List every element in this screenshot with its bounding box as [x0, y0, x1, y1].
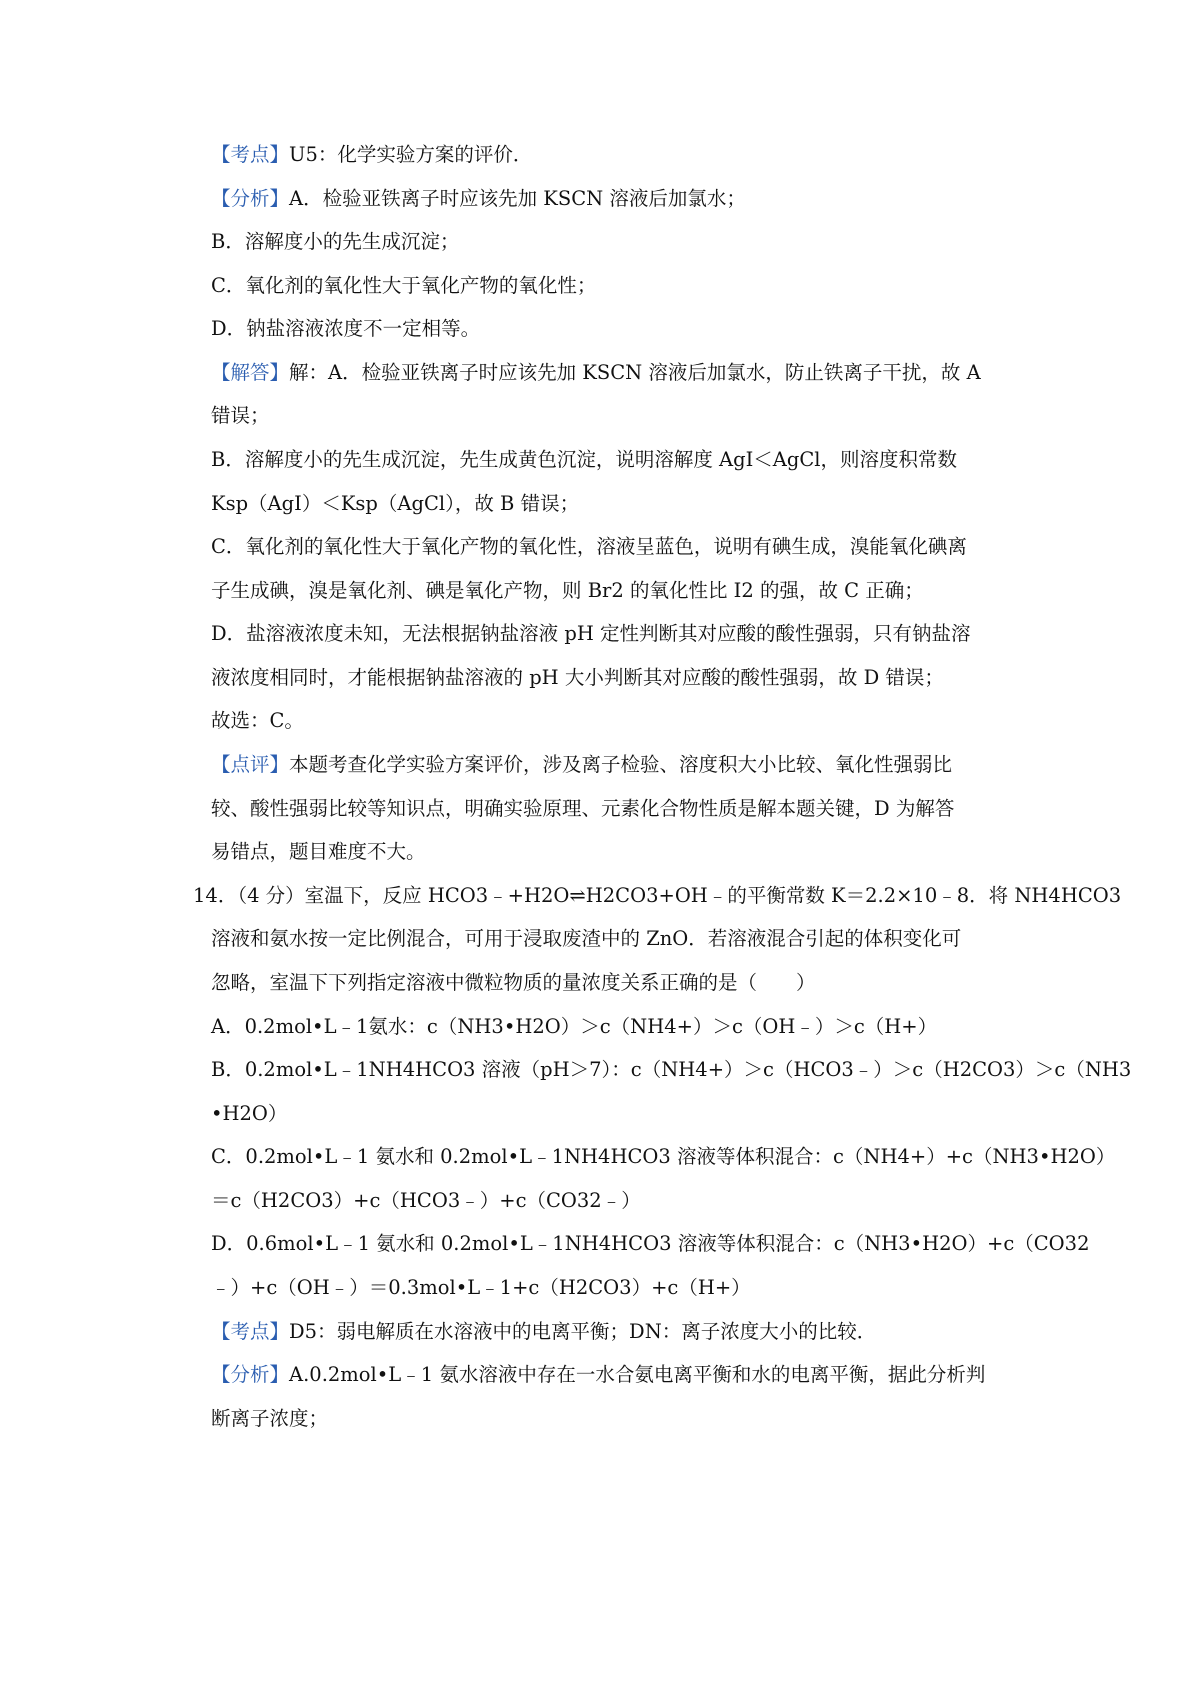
- section-tag: 【考点】: [211, 1320, 290, 1343]
- section-tag: 【分析】: [211, 187, 290, 210]
- line-text: •H2O）: [211, 1102, 288, 1125]
- text-line: [211, 527, 967, 567]
- text-line: [211, 440, 957, 480]
- option-line: [211, 1137, 1115, 1177]
- line-text: D．钠盐溶液浓度不一定相等。: [211, 317, 481, 340]
- section-tag: 【分析】: [211, 1363, 290, 1386]
- text-line: [211, 396, 270, 436]
- line-text: 错误；: [211, 404, 270, 427]
- line-text: Ksp（AgI）＜Ksp（AgCl），故 B 错误；: [211, 492, 580, 515]
- text-line: [211, 179, 746, 219]
- option-line: [211, 1224, 1089, 1264]
- line-text: B．溶解度小的先生成沉淀，先生成黄色沉淀，说明溶解度 AgI＜AgCl，则溶度积常数: [211, 448, 958, 471]
- line-text: C．氧化剂的氧化性大于氧化产物的氧化性；: [211, 274, 597, 297]
- line-text: ＝c（H2CO3）+c（HCO3﹣）+c（CO32﹣）: [211, 1189, 641, 1212]
- option-line: [211, 1094, 287, 1134]
- text-line: [211, 658, 944, 698]
- line-text: A．检验亚铁离子时应该先加 KSCN 溶液后加氯水；: [289, 187, 746, 210]
- line-text: 子生成碘，溴是氧化剂、碘是氧化产物，则 Br2 的氧化性比 I2 的强，故 C 正确；: [211, 579, 924, 602]
- text-line: [211, 309, 480, 349]
- text-line: [211, 745, 952, 785]
- line-text: 本题考查化学实验方案评价，涉及离子检验、溶度积大小比较、氧化性强弱比: [289, 753, 953, 776]
- text-line: [211, 701, 304, 741]
- section-tag: 【点评】: [211, 753, 290, 776]
- section-tag: 【考点】: [211, 143, 290, 166]
- line-text: 故选：C。: [211, 709, 304, 732]
- line-text: C．氧化剂的氧化性大于氧化产物的氧化性，溶液呈蓝色，说明有碘生成，溴能氧化碘离: [211, 535, 967, 558]
- line-text: U5：化学实验方案的评价．: [289, 143, 533, 166]
- text-line: [211, 614, 971, 654]
- text-line: [211, 789, 954, 829]
- section-tag: 【解答】: [211, 361, 290, 384]
- text-line: [211, 571, 924, 611]
- line-text: A．0.2mol•L﹣1氨水：c（NH3•H2O）＞c（NH4+）＞c（OH﹣）＞c（H+）: [211, 1015, 938, 1038]
- text-line: [211, 1399, 328, 1439]
- line-text: D．盐溶液浓度未知，无法根据钠盐溶液 pH 定性判断其对应酸的酸性强弱，只有钠盐溶: [211, 622, 971, 645]
- line-text: 忽略，室温下下列指定溶液中微粒物质的量浓度关系正确的是（ ）: [211, 971, 816, 994]
- line-text: B．溶解度小的先生成沉淀；: [211, 230, 460, 253]
- text-line: [211, 135, 532, 175]
- line-text: 较、酸性强弱比较等知识点，明确实验原理、元素化合物性质是解本题关键，D 为解答: [211, 797, 955, 820]
- option-line: [211, 1007, 937, 1047]
- line-text: 14．（4 分）室温下，反应 HCO3﹣+H2O⇌H2CO3+OH﹣的平衡常数 K＝2.2×10﹣8．将 NH4HCO3: [193, 884, 1122, 907]
- text-line: [211, 266, 596, 306]
- text-line: [211, 963, 816, 1003]
- line-text: B．0.2mol•L﹣1NH4HCO3 溶液（pH＞7）：c（NH4+）＞c（HCO3﹣）＞c（H2CO3）＞c（NH3: [211, 1058, 1132, 1081]
- text-line: [211, 1312, 876, 1352]
- text-line: [211, 1355, 985, 1395]
- line-text: 易错点，题目难度不大。: [211, 840, 426, 863]
- option-line: [211, 1268, 751, 1308]
- line-text: 液浓度相同时，才能根据钠盐溶液的 pH 大小判断其对应酸的酸性强弱，故 D 错误；: [211, 666, 944, 689]
- text-line: [211, 353, 981, 393]
- line-text: ﹣）+c（OH﹣）＝0.3mol•L﹣1+c（H2CO3）+c（H+）: [211, 1276, 751, 1299]
- line-text: 断离子浓度；: [211, 1407, 329, 1430]
- text-line: [211, 832, 426, 872]
- option-line: [211, 1050, 1131, 1090]
- text-line: [211, 484, 579, 524]
- question-line: [193, 876, 1121, 916]
- text-line: [211, 919, 961, 959]
- line-text: A.0.2mol•L﹣1 氨水溶液中存在一水合氨电离平衡和水的电离平衡，据此分析判: [289, 1363, 986, 1386]
- line-text: 解：A．检验亚铁离子时应该先加 KSCN 溶液后加氯水，防止铁离子干扰，故 A: [289, 361, 981, 384]
- line-text: C．0.2mol•L﹣1 氨水和 0.2mol•L﹣1NH4HCO3 溶液等体积混合：c（NH4+）+c（NH3•H2O）: [211, 1145, 1116, 1168]
- line-text: D．0.6mol•L﹣1 氨水和 0.2mol•L﹣1NH4HCO3 溶液等体积混合：c（NH3•H2O）+c（CO32: [211, 1232, 1090, 1255]
- text-line: [211, 222, 459, 262]
- line-text: D5：弱电解质在水溶液中的电离平衡；DN：离子浓度大小的比较．: [289, 1320, 877, 1343]
- option-line: [211, 1181, 641, 1221]
- line-text: 溶液和氨水按一定比例混合，可用于浸取废渣中的 ZnO．若溶液混合引起的体积变化可: [211, 927, 962, 950]
